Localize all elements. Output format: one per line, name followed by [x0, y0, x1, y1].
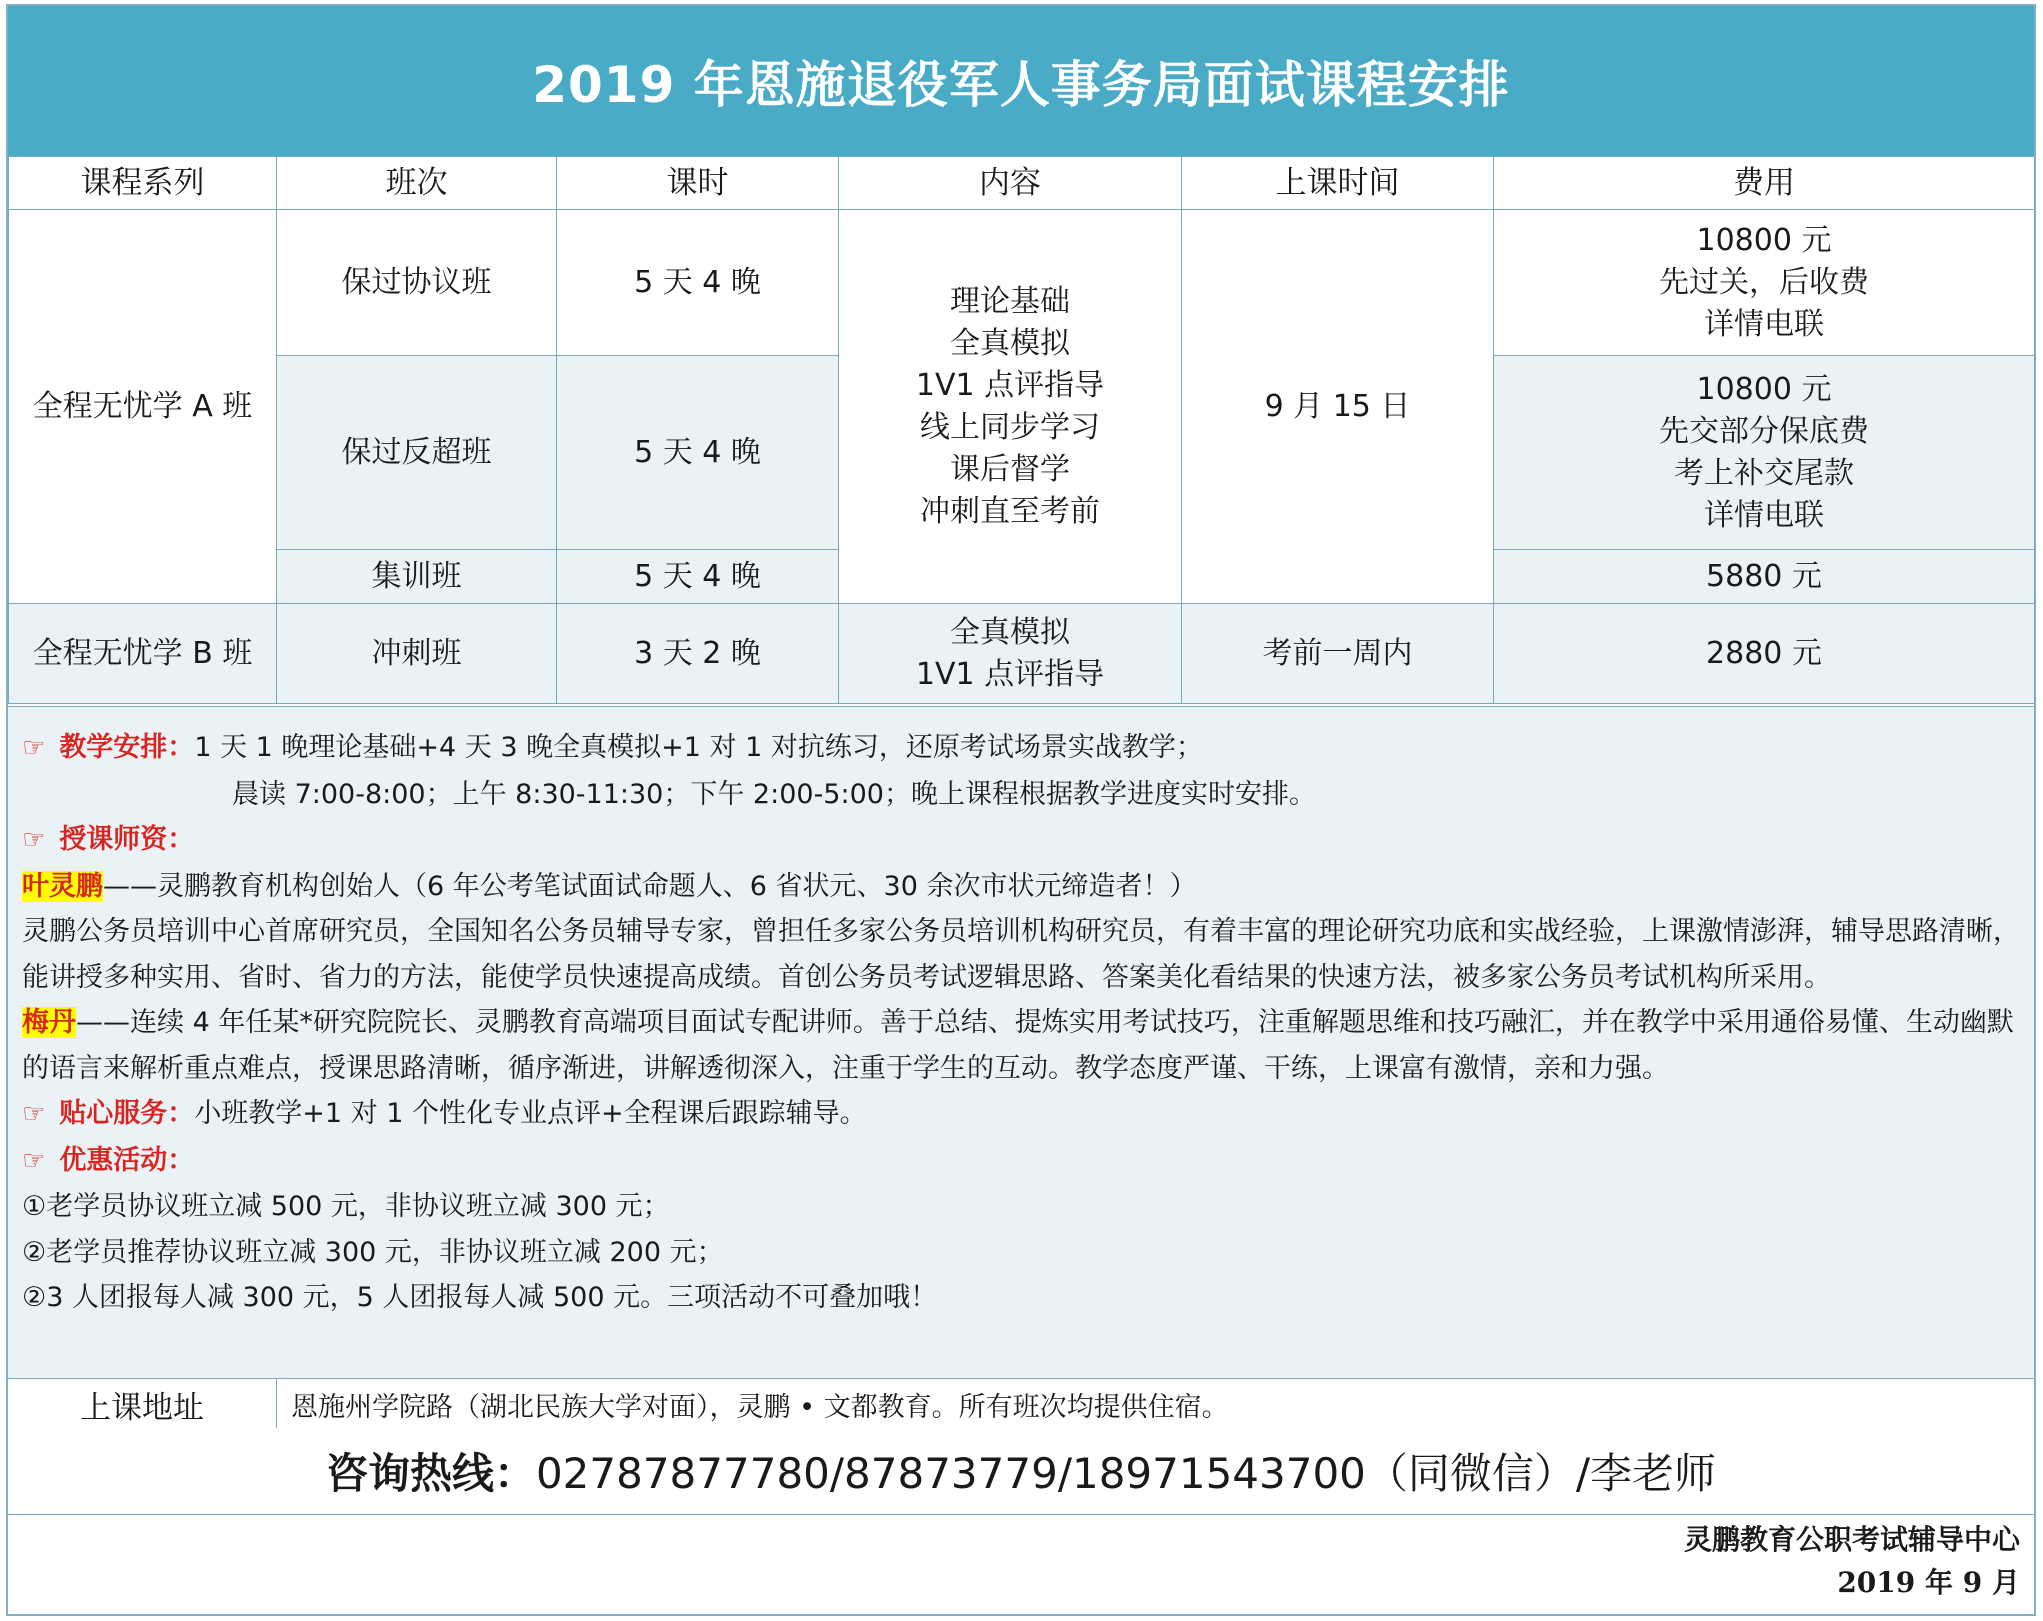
promo-item-1: ①老学员协议班立减 500 元，非协议班立减 300 元；: [22, 1191, 670, 1222]
notes-section: [8, 706, 2034, 1378]
class-fee-cell: 10800 元 先过关，后收费 详情电联: [1494, 210, 2035, 356]
schedule-poster: [6, 4, 2036, 1616]
teacher-1-intro: ——灵鹏教育机构创始人（6 年公考笔试面试命题人、6 省状元、30 余次市状元缔造者！）: [103, 870, 1197, 902]
promo-item-2: ②老学员推荐协议班立减 300 元，非协议班立减 200 元；: [22, 1236, 724, 1268]
class-hours-cell: 5 天 4 晚: [557, 210, 839, 356]
org-name: 灵鹏教育公职考试辅导中心: [1683, 1523, 2020, 1556]
pointing-hand-icon: ☞: [22, 825, 46, 855]
address-label: 上课地址: [8, 1379, 277, 1429]
pointing-hand-icon: ☞: [22, 733, 46, 763]
hotline-row: [8, 1428, 2034, 1515]
hotline-value: 02787877780/87873779/18971543700（同微信）/李老师: [535, 1449, 1717, 1498]
series-b-cell: 全程无忧学 B 班: [9, 604, 277, 704]
teachers-heading: 授课师资：: [59, 824, 195, 855]
title-bar: [8, 6, 2034, 156]
time-b-cell: 考前一周内: [1182, 604, 1494, 704]
class-name-cell: 冲刺班: [277, 604, 557, 704]
class-fee-cell: 2880 元: [1494, 604, 2035, 704]
course-table: [8, 156, 2035, 704]
class-hours-cell: 5 天 4 晚: [557, 550, 839, 604]
service-text: 小班教学+1 对 1 个性化专业点评+全程课后跟踪辅导。: [194, 1098, 867, 1129]
class-name-cell: 保过协议班: [277, 210, 557, 356]
header-fee: 费用: [1494, 157, 2035, 210]
content-b-cell: 全真模拟 1V1 点评指导: [839, 604, 1182, 704]
table-header-row: [9, 157, 2035, 210]
time-a-cell: 9 月 15 日: [1182, 210, 1494, 604]
table-row: [9, 210, 2035, 356]
teacher-1-desc: 灵鹏公务员培训中心首席研究员，全国知名公务员辅导专家，曾担任多家公务员培训机构研究员，有着丰富的理论研究功底和实战经验，上课激情澎湃，辅导思路清晰，能讲授多种实用、省时、省力的方法，能使学员快速提高成绩。首创公务员考试逻辑思路、答案美化看结果的快速方法，被多家公务员考试机构所采用。: [22, 916, 2020, 993]
class-fee-cell: 10800 元 先交部分保底费 考上补交尾款 详情电联: [1494, 356, 2035, 550]
issue-date: 2019 年 9 月: [1837, 1566, 2020, 1599]
service-heading: 贴心服务：: [59, 1098, 195, 1129]
teaching-text-2: 晨读 7:00-8:00；上午 8:30-11:30；下午 2:00-5:00；晚上课程根据教学进度实时安排。: [232, 778, 1316, 810]
content-a-cell: 理论基础 全真模拟 1V1 点评指导 线上同步学习 课后督学 冲刺直至考前: [839, 210, 1182, 604]
header-series: 课程系列: [9, 157, 277, 210]
address-row: [8, 1378, 2034, 1430]
teaching-heading: 教学安排：: [59, 732, 195, 763]
class-fee-cell: 5880 元: [1494, 550, 2035, 604]
service-line: [22, 1091, 2020, 1138]
teacher-2-desc: ——连续 4 年任某*研究院院长、灵鹏教育高端项目面试专配讲师。善于总结、提炼实用考试技巧，注重解题思维和技巧融汇，并在教学中采用通俗易懂、生动幽默的语言来解析重点难点，授课思路清晰，循序渐进，讲解透彻深入，注重于学生的互动。教学态度严谨、干练，上课富有激情，亲和力强。: [22, 1007, 2014, 1084]
teachers-line: [22, 817, 2020, 864]
teaching-line: [22, 725, 2020, 772]
promo-heading: 优惠活动：: [59, 1144, 195, 1176]
page-title: 2019 年恩施退役军人事务局面试课程安排: [532, 56, 1510, 114]
teacher-1-line: [22, 864, 2020, 910]
table-row: [9, 604, 2035, 704]
signature-block: [1684, 1518, 2020, 1604]
header-content: 内容: [839, 157, 1182, 210]
promo-line: [22, 1138, 2020, 1185]
class-name-cell: 集训班: [277, 550, 557, 604]
header-class: 班次: [277, 157, 557, 210]
header-time: 上课时间: [1182, 157, 1494, 210]
teaching-text-1: 1 天 1 晚理论基础+4 天 3 晚全真模拟+1 对 1 对抗练习，还原考试场景实战教学；: [194, 732, 1203, 763]
class-hours-cell: 5 天 4 晚: [557, 356, 839, 550]
hotline-label: 咨询热线：: [325, 1449, 536, 1498]
teacher-1-name: 叶灵鹏: [22, 870, 103, 902]
teacher-2-name: 梅丹: [22, 1007, 76, 1038]
address-value: 恩施州学院路（湖北民族大学对面），灵鹏 • 文都教育。所有班次均提供住宿。: [291, 1391, 1229, 1423]
class-hours-cell: 3 天 2 晚: [557, 604, 839, 704]
teacher-2-line: [22, 1000, 2020, 1091]
series-a-cell: 全程无忧学 A 班: [9, 210, 277, 604]
promo-item-3: ②3 人团报每人减 300 元，5 人团报每人减 500 元。三项活动不可叠加哦！: [22, 1282, 938, 1313]
header-hours: 课时: [557, 157, 839, 210]
pointing-hand-icon: ☞: [22, 1099, 46, 1129]
pointing-hand-icon: ☞: [22, 1145, 46, 1176]
class-name-cell: 保过反超班: [277, 356, 557, 550]
